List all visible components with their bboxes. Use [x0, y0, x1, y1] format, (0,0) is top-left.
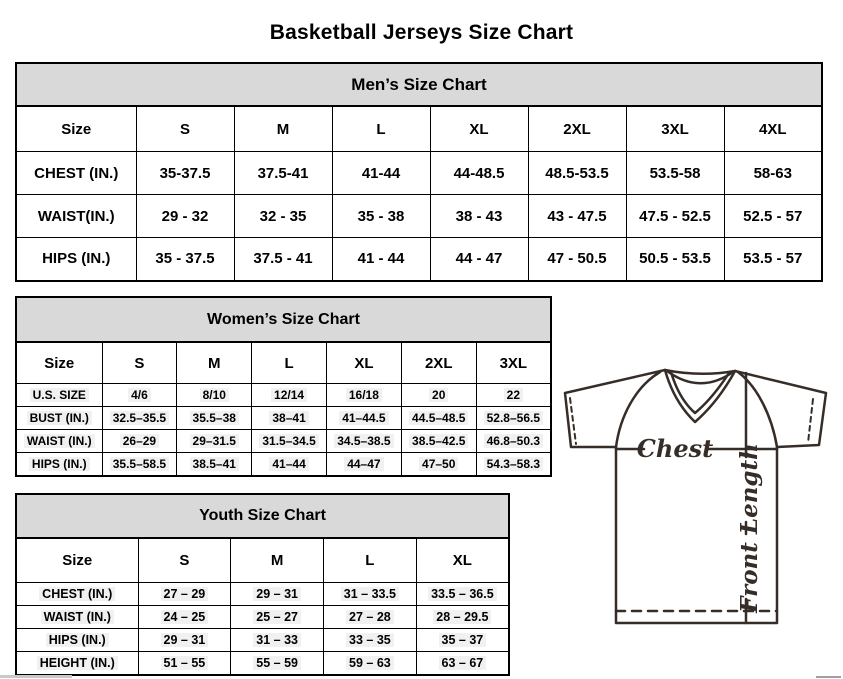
column-header: S: [102, 342, 177, 384]
size-value-cell: 28 – 29.5: [416, 606, 509, 629]
row-label: HEIGHT (IN.): [16, 652, 138, 675]
size-value-cell: 25 – 27: [231, 606, 324, 629]
size-value-cell: 37.5-41: [234, 152, 332, 195]
size-value-cell: 46.8–50.3: [476, 430, 551, 453]
row-label: HIPS (IN.): [16, 238, 136, 281]
column-header: S: [136, 106, 234, 152]
row-label: WAIST (IN.): [16, 430, 102, 453]
column-header: Size: [16, 538, 138, 583]
size-value-cell: 47 - 50.5: [528, 238, 626, 281]
size-value-cell: 35 – 37: [416, 629, 509, 652]
size-value-cell: 29–31.5: [177, 430, 252, 453]
size-value-cell: 41–44.5: [326, 407, 401, 430]
front-length-label: Front Length: [736, 443, 763, 613]
chest-label: Chest: [636, 434, 714, 463]
chart-title: Men’s Size Chart: [16, 63, 822, 106]
column-header: 3XL: [626, 106, 724, 152]
chart-title: Youth Size Chart: [16, 494, 509, 538]
table-row: [16, 606, 509, 629]
size-value-cell: 47.5 - 52.5: [626, 195, 724, 238]
size-value-cell: 33 – 35: [324, 629, 417, 652]
size-value-cell: 48.5-53.5: [528, 152, 626, 195]
size-value-cell: 32.5–35.5: [102, 407, 177, 430]
column-header: L: [332, 106, 430, 152]
row-label: HIPS (IN.): [16, 629, 138, 652]
row-label: WAIST(IN.): [16, 195, 136, 238]
column-header: 4XL: [724, 106, 822, 152]
size-value-cell: 44–47: [326, 453, 401, 476]
row-label: HIPS (IN.): [16, 453, 102, 476]
size-value-cell: 44.5–48.5: [401, 407, 476, 430]
row-label: CHEST (IN.): [16, 583, 138, 606]
youth-size-chart-table: [15, 493, 510, 676]
size-value-cell: 27 – 29: [138, 583, 231, 606]
size-value-cell: 52.8–56.5: [476, 407, 551, 430]
size-value-cell: 43 - 47.5: [528, 195, 626, 238]
bottom-left-artifact: [0, 675, 72, 678]
table-row: [16, 430, 551, 453]
table-row: [16, 195, 822, 238]
size-value-cell: 52.5 - 57: [724, 195, 822, 238]
row-label: BUST (IN.): [16, 407, 102, 430]
column-header: L: [324, 538, 417, 583]
table-row: [16, 652, 509, 675]
table-row: [16, 453, 551, 476]
size-value-cell: 53.5-58: [626, 152, 724, 195]
womens-size-chart-table: [15, 296, 552, 477]
size-value-cell: 26–29: [102, 430, 177, 453]
bottom-right-artifact: [816, 676, 841, 678]
table-row: [16, 629, 509, 652]
size-value-cell: 20: [401, 384, 476, 407]
column-header: 2XL: [528, 106, 626, 152]
size-value-cell: 44-48.5: [430, 152, 528, 195]
size-value-cell: 38.5–41: [177, 453, 252, 476]
size-value-cell: 29 – 31: [231, 583, 324, 606]
column-header: 3XL: [476, 342, 551, 384]
size-value-cell: 29 – 31: [138, 629, 231, 652]
size-value-cell: 50.5 - 53.5: [626, 238, 724, 281]
size-value-cell: 35 - 38: [332, 195, 430, 238]
size-value-cell: 31 – 33: [231, 629, 324, 652]
size-value-cell: 38–41: [252, 407, 327, 430]
size-value-cell: 32 - 35: [234, 195, 332, 238]
size-value-cell: 38.5–42.5: [401, 430, 476, 453]
size-value-cell: 41–44: [252, 453, 327, 476]
size-value-cell: 47–50: [401, 453, 476, 476]
size-value-cell: 35.5–38: [177, 407, 252, 430]
size-value-cell: 29 - 32: [136, 195, 234, 238]
table-row: [16, 152, 822, 195]
size-value-cell: 22: [476, 384, 551, 407]
page-title: Basketball Jerseys Size Chart: [269, 21, 574, 45]
table-row: [16, 384, 551, 407]
size-value-cell: 54.3–58.3: [476, 453, 551, 476]
jersey-outline-icon: [565, 370, 826, 623]
column-header: M: [234, 106, 332, 152]
column-header: L: [252, 342, 327, 384]
table-row: [16, 238, 822, 281]
size-value-cell: 51 – 55: [138, 652, 231, 675]
column-header: S: [138, 538, 231, 583]
size-value-cell: 8/10: [177, 384, 252, 407]
column-header: 2XL: [401, 342, 476, 384]
mens-size-chart-table: [15, 62, 823, 282]
size-value-cell: 59 – 63: [324, 652, 417, 675]
size-value-cell: 33.5 – 36.5: [416, 583, 509, 606]
column-header: M: [231, 538, 324, 583]
column-header: XL: [416, 538, 509, 583]
column-header: XL: [430, 106, 528, 152]
size-value-cell: 41 - 44: [332, 238, 430, 281]
column-header: XL: [326, 342, 401, 384]
size-value-cell: 53.5 - 57: [724, 238, 822, 281]
size-value-cell: 24 – 25: [138, 606, 231, 629]
jersey-measurement-diagram: [560, 362, 842, 674]
size-value-cell: 34.5–38.5: [326, 430, 401, 453]
size-value-cell: 63 – 67: [416, 652, 509, 675]
size-value-cell: 27 – 28: [324, 606, 417, 629]
table-row: [16, 407, 551, 430]
size-value-cell: 35.5–58.5: [102, 453, 177, 476]
size-value-cell: 35 - 37.5: [136, 238, 234, 281]
size-value-cell: 4/6: [102, 384, 177, 407]
size-value-cell: 31 – 33.5: [324, 583, 417, 606]
size-value-cell: 16/18: [326, 384, 401, 407]
table-row: [16, 583, 509, 606]
row-label: U.S. SIZE: [16, 384, 102, 407]
size-value-cell: 12/14: [252, 384, 327, 407]
size-value-cell: 58-63: [724, 152, 822, 195]
column-header: Size: [16, 342, 102, 384]
size-value-cell: 37.5 - 41: [234, 238, 332, 281]
size-value-cell: 35-37.5: [136, 152, 234, 195]
size-value-cell: 44 - 47: [430, 238, 528, 281]
size-value-cell: 55 – 59: [231, 652, 324, 675]
chart-title: Women’s Size Chart: [16, 297, 551, 342]
size-value-cell: 41-44: [332, 152, 430, 195]
column-header: Size: [16, 106, 136, 152]
row-label: WAIST (IN.): [16, 606, 138, 629]
size-value-cell: 38 - 43: [430, 195, 528, 238]
column-header: M: [177, 342, 252, 384]
row-label: CHEST (IN.): [16, 152, 136, 195]
size-value-cell: 31.5–34.5: [252, 430, 327, 453]
